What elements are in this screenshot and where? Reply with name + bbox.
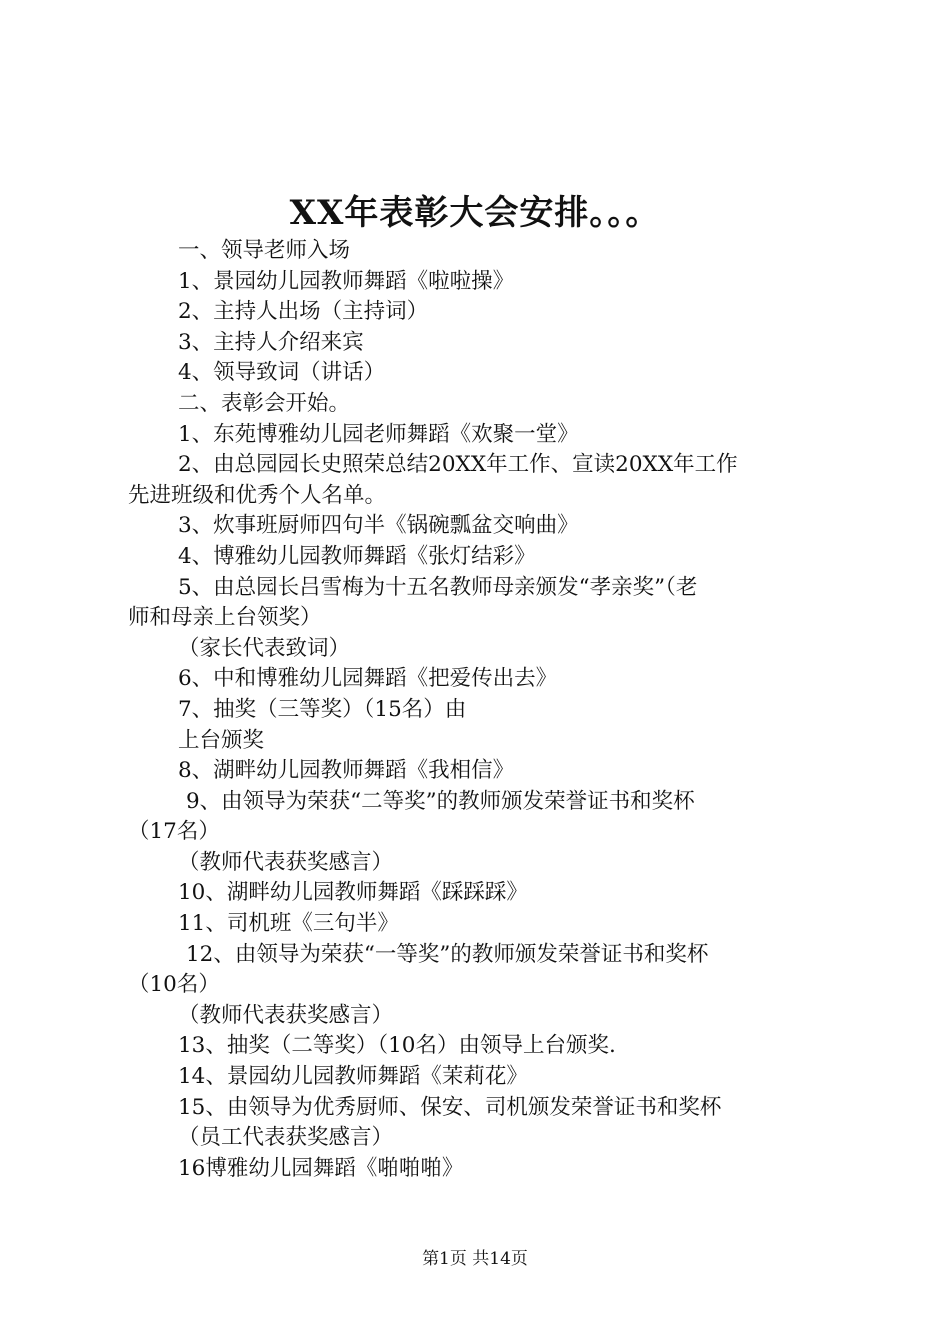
text-line: 先进班级和优秀个人名单。 [128, 482, 387, 508]
text-line: 4、领导致词（讲话） [178, 360, 386, 386]
text-line: 3、主持人介绍来宾 [178, 329, 364, 355]
page-number-footer: 第1页 共14页 [422, 1249, 528, 1269]
text-line: 一、领导老师入场 [178, 238, 351, 263]
text-line: 11、司机班《三句半》 [178, 911, 399, 937]
text-line: 9、由领导为荣获“二等奖”的教师颁发荣誉证书和奖杯 [186, 788, 695, 814]
text-line: （员工代表获奖感言） [178, 1125, 394, 1151]
text-line: 2、主持人出场（主持词） [178, 299, 429, 325]
text-line: （10名） [128, 972, 220, 998]
text-line: 10、湖畔幼儿园教师舞蹈《踩踩踩》 [178, 880, 528, 906]
text-line: 1、景园幼儿园教师舞蹈《啦啦操》 [178, 268, 515, 294]
text-line: （17名） [128, 819, 220, 845]
text-line: 16博雅幼儿园舞蹈《啪啪啪》 [178, 1155, 464, 1181]
text-line: 5、由总园长吕雪梅为十五名教师母亲颁发“孝亲奖”（老 [178, 574, 698, 600]
text-line: 13、抽奖（二等奖）（10名）由领导上台颁奖. [178, 1033, 616, 1059]
text-line: 2、由总园园长史照荣总结20XX年工作、宣读20XX年工作 [178, 452, 738, 478]
text-line: 1、东苑博雅幼儿园老师舞蹈《欢聚一堂》 [178, 421, 579, 447]
text-line: 8、湖畔幼儿园教师舞蹈《我相信》 [178, 758, 515, 784]
text-line: 3、炊事班厨师四句半《锅碗瓢盆交响曲》 [178, 513, 579, 539]
text-line: 6、中和博雅幼儿园舞蹈《把爱传出去》 [178, 666, 558, 692]
text-line: 4、博雅幼儿园教师舞蹈《张灯结彩》 [178, 543, 536, 569]
page-title: XX年表彰大会安排。。。 [289, 193, 661, 233]
document-body [128, 236, 834, 1184]
text-line: 14、景园幼儿园教师舞蹈《茉莉花》 [178, 1064, 528, 1090]
text-line: 12、由领导为荣获“一等奖”的教师颁发荣誉证书和奖杯 [186, 941, 709, 967]
text-line: 7、抽奖（三等奖）（15名）由 [178, 696, 467, 722]
text-line: （教师代表获奖感言） [178, 1002, 394, 1028]
text-line: 师和母亲上台领奖） [128, 605, 322, 631]
text-line: （家长代表致词） [178, 635, 351, 661]
text-line: 15、由领导为优秀厨师、保安、司机颁发荣誉证书和奖杯 [178, 1094, 722, 1120]
text-line: （教师代表获奖感言） [178, 849, 394, 875]
text-line: 上台颁奖 [178, 727, 265, 753]
text-line: 二、表彰会开始。 [178, 390, 351, 416]
